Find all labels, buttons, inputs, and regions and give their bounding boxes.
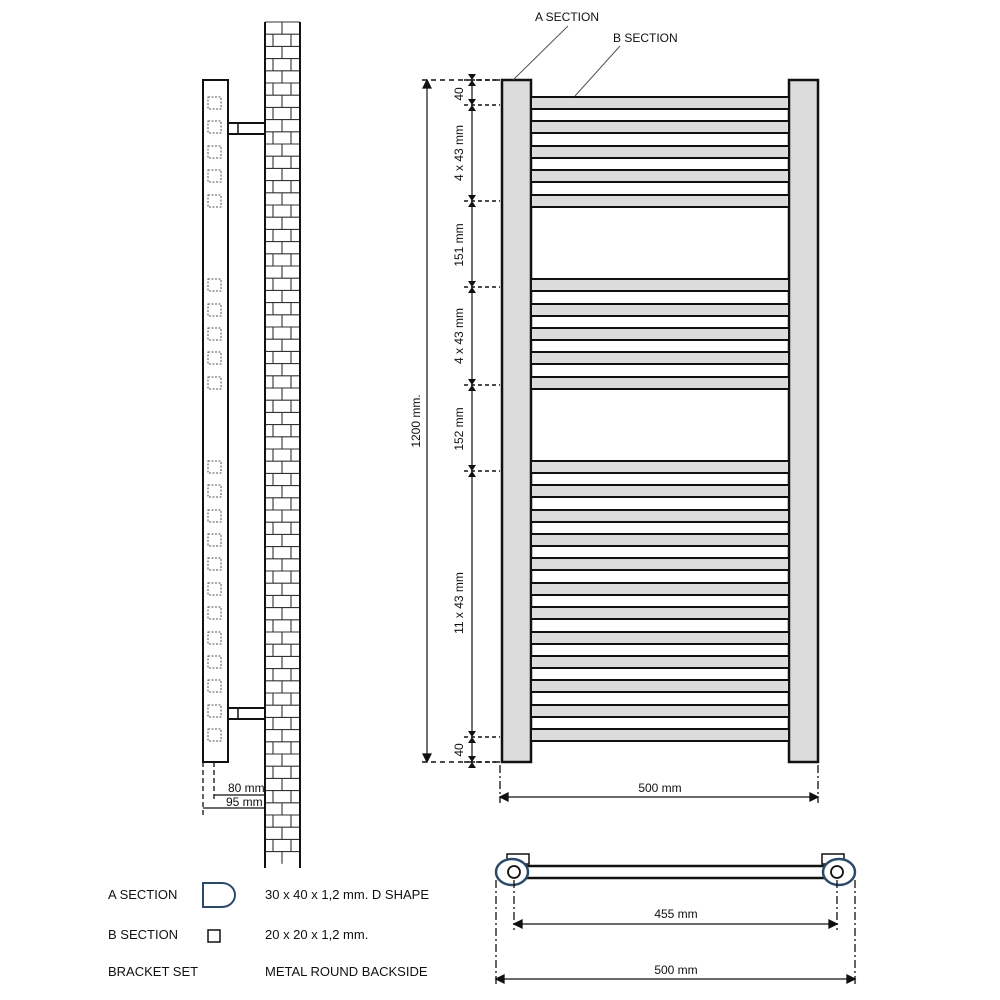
b-section-leader xyxy=(575,46,620,96)
wall-inner-dim-label: 80 mm xyxy=(228,781,265,795)
legend-a-desc: 30 x 40 x 1,2 mm. D SHAPE xyxy=(265,887,430,902)
segment-arrow xyxy=(468,99,476,105)
segment-dimensions xyxy=(464,74,500,768)
segment-arrow xyxy=(468,74,476,80)
b-section-callout: B SECTION xyxy=(613,31,678,45)
left-vertical-rail xyxy=(502,80,531,762)
horizontal-bar xyxy=(531,534,789,546)
horizontal-bar xyxy=(531,729,789,741)
horizontal-bar xyxy=(531,121,789,133)
horizontal-bar xyxy=(531,195,789,207)
bottom-margin-label: 40 xyxy=(452,743,466,757)
gap1-label: 151 mm xyxy=(452,223,466,267)
total-height-label: 1200 mm. xyxy=(409,394,423,448)
segment-arrow xyxy=(468,471,476,477)
group3-label: 11 x 43 mm xyxy=(452,572,466,634)
brick-wall xyxy=(265,22,300,864)
segment-arrow xyxy=(468,105,476,111)
horizontal-bar xyxy=(531,510,789,522)
horizontal-bar xyxy=(531,485,789,497)
side-view xyxy=(203,22,300,868)
front-view xyxy=(409,10,818,803)
horizontal-bar xyxy=(531,97,789,109)
segment-arrow xyxy=(468,379,476,385)
right-vertical-rail xyxy=(789,80,818,762)
top-view-bar xyxy=(520,866,842,878)
group2-label: 4 x 43 mm xyxy=(452,307,466,365)
horizontal-bar xyxy=(531,279,789,291)
radiator-side-profile xyxy=(203,80,228,762)
top-width-label: 500 mm xyxy=(654,963,698,977)
bracket-spacing-label: 455 mm xyxy=(654,907,698,921)
legend-bracket-label: BRACKET SET xyxy=(108,964,199,979)
legend-b-desc: 20 x 20 x 1,2 mm. xyxy=(265,927,369,942)
d-shape-icon xyxy=(203,883,235,907)
bracket-spacing-dim xyxy=(514,880,837,930)
segment-arrow xyxy=(468,281,476,287)
horizontal-bar xyxy=(531,632,789,644)
segment-arrow xyxy=(468,756,476,762)
bottom-bracket xyxy=(228,708,265,719)
horizontal-bar xyxy=(531,352,789,364)
top-bracket xyxy=(228,123,265,134)
horizontal-bar xyxy=(531,146,789,158)
segment-arrow xyxy=(468,465,476,471)
segment-arrow xyxy=(468,385,476,391)
segment-arrow xyxy=(468,80,476,86)
legend xyxy=(108,883,429,979)
segment-arrow xyxy=(468,731,476,737)
a-section-leader xyxy=(513,26,568,80)
gap2-label: 152 mm xyxy=(452,407,466,451)
segment-arrow xyxy=(468,201,476,207)
horizontal-bar xyxy=(531,170,789,182)
square-section-icon xyxy=(208,930,220,942)
horizontal-bars xyxy=(531,97,789,741)
horizontal-bar xyxy=(531,705,789,717)
top-margin-label: 40 xyxy=(452,87,466,101)
a-section-callout: A SECTION xyxy=(535,10,600,24)
horizontal-bar xyxy=(531,680,789,692)
group1-label: 4 x 43 mm xyxy=(452,124,466,182)
horizontal-bar xyxy=(531,304,789,316)
right-bracket-top-view xyxy=(822,854,855,885)
segment-arrow xyxy=(468,762,476,768)
width-label: 500 mm xyxy=(638,781,682,795)
left-bracket-top-view xyxy=(496,854,529,885)
legend-a-label: A SECTION xyxy=(108,887,178,902)
horizontal-bar xyxy=(531,607,789,619)
horizontal-bar xyxy=(531,558,789,570)
horizontal-bar xyxy=(531,328,789,340)
segment-arrow xyxy=(468,195,476,201)
horizontal-bar xyxy=(531,583,789,595)
legend-b-label: B SECTION xyxy=(108,927,179,942)
total-height-dim xyxy=(423,80,431,762)
horizontal-bar xyxy=(531,461,789,473)
horizontal-bar xyxy=(531,656,789,668)
wall-outer-dim-label: 95 mm xyxy=(226,795,263,809)
segment-arrow xyxy=(468,287,476,293)
top-view xyxy=(496,854,855,985)
legend-bracket-desc: METAL ROUND BACKSIDE xyxy=(265,964,428,979)
horizontal-bar xyxy=(531,377,789,389)
segment-arrow xyxy=(468,737,476,743)
